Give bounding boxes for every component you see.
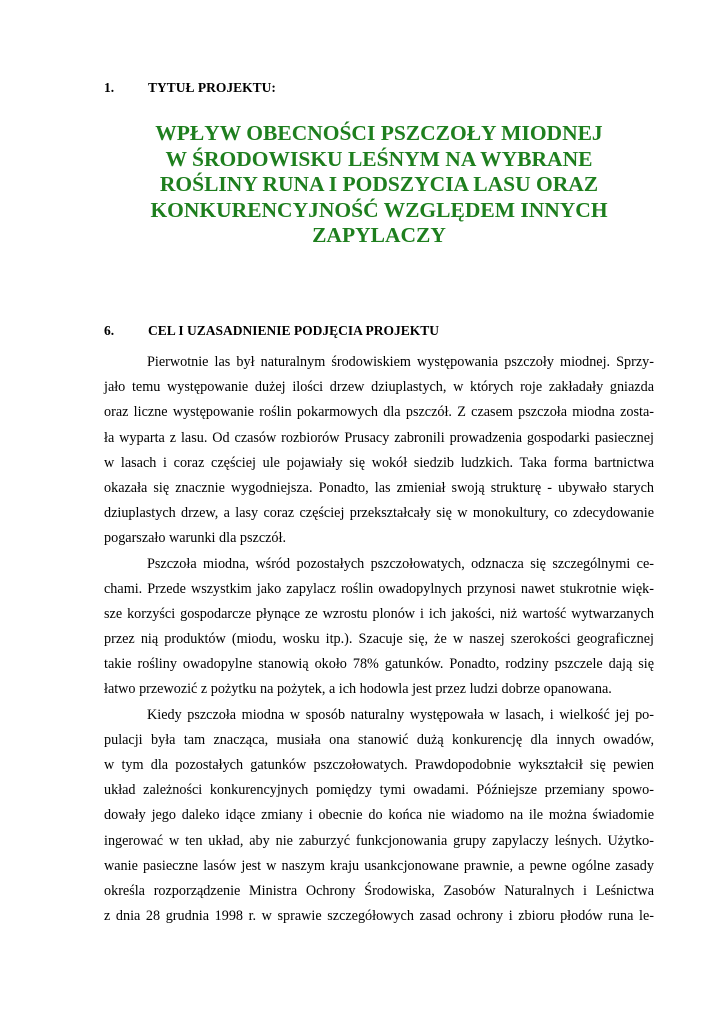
project-title-line: KONKURENCYJNOŚĆ WZGLĘDEM INNYCH	[150, 197, 608, 222]
project-title-line: WPŁYW OBECNOŚCI PSZCZOŁY MIODNEJ	[155, 121, 603, 145]
paragraph-3	[104, 703, 654, 930]
text-line: Pierwotnie las był naturalnym środowiskiem występowania pszczoły miodnej. Sprzy-	[147, 354, 654, 370]
text-line: oraz liczne występowanie roślin pokarmowych dla pszczół. Z czasem pszczoła miodna zosta-	[104, 404, 654, 421]
project-title	[104, 121, 654, 249]
text-line: pulacji była tam znacząca, musiała ona stanowić dużą konkurencję dla innych owadów,	[104, 731, 654, 748]
text-line: ła wyparta z lasu. Od czasów rozbiorów Prusacy zabronili prowadzenia gospodarki pasiecznej	[104, 429, 654, 446]
section-6-label: CEL I UZASADNIENIE PODJĘCIA PROJEKTU	[148, 323, 440, 338]
section-1-label: TYTUŁ PROJEKTU:	[148, 80, 276, 95]
text-line: wanie pasieczne lasów jest w naszym kraju usankcjonowane prawnie, a pewne ogólne zasady	[104, 857, 654, 874]
text-line: określa rozporządzenie Ministra Ochrony Środowiska, Zasobów Naturalnych i Leśnictwa	[104, 882, 654, 899]
text-line: pogarszało warunki dla pszczół.	[104, 530, 287, 547]
text-line: dziuplastych drzew, a lasy coraz częściej przekształcały się w monokultury, co zdecydowanie	[104, 505, 654, 522]
text-line: z dnia 28 grudnia 1998 r. w sprawie szczegółowych zasad ochrony i zbioru płodów runa le-	[104, 908, 654, 925]
text-line: w tym dla pozostałych gatunków pszczołowatych. Prawdopodobnie wykształcił się pewien	[104, 757, 654, 773]
text-line: ingerować w ten układ, aby nie zaburzyć funkcjonowania grupy zapylaczy leśnych. Użytko-	[104, 832, 654, 849]
text-line: jało temu występowanie dużej ilości drzew dziuplastych, w których roje zakładały gniazda	[104, 379, 654, 396]
body-text	[104, 350, 654, 929]
text-line: łatwo przewozić z pożytku na pożytek, a ich hodowla jest przez ludzi dobrze opanowana.	[104, 681, 612, 698]
text-line: okazała się znacznie wygodniejsza. Ponadto, las zmieniał swoją strukturę - ubywało starych	[104, 479, 654, 496]
project-title-line: ZAPYLACZY	[312, 223, 446, 247]
paragraph-1	[104, 350, 654, 552]
section-1-number: 1.	[104, 80, 115, 95]
project-title-line: W ŚRODOWISKU LEŚNYM NA WYBRANE	[165, 146, 593, 171]
text-line: przez nią produktów (miodu, wosku itp.). Szacuje się, że w naszej szerokości geograficznej	[104, 631, 654, 648]
text-line: takie rośliny owadopylne stanowią około 78% gatunków. Ponadto, rodziny pszczele dają się	[104, 656, 654, 673]
text-line: Pszczoła miodna, wśród pozostałych pszczołowatych, odznacza się szczególnymi ce-	[147, 555, 654, 572]
text-line: w lasach i coraz częściej ule pojawiały się wokół siedzib ludzkich. Taka forma bartnictwa	[104, 454, 654, 471]
section-6-number: 6.	[104, 323, 115, 338]
text-line: układ zależności konkurencyjnych pomiędzy tymi owadami. Późniejsze przemiany spowo-	[104, 782, 654, 799]
text-line: dowały jego daleko idące zmiany i obecnie do końca nie wiadomo na ile można świadomie	[104, 807, 654, 824]
section-1-heading	[104, 80, 276, 96]
text-line: sze korzyści gospodarcze płynące ze wzrostu plonów i ich jakości, niż wartość wytwarzanych	[104, 605, 654, 622]
section-6-heading	[104, 323, 439, 339]
project-title-line: ROŚLINY RUNA I PODSZYCIA LASU ORAZ	[159, 172, 599, 196]
text-line: Kiedy pszczoła miodna w sposób naturalny występowała w lasach, i wielkość jej po-	[147, 706, 654, 723]
text-line: chami. Przede wszystkim jako zapylacz roślin owadopylnych przynosi nawet stukrotnie więk-	[104, 580, 654, 597]
paragraph-2	[104, 552, 654, 703]
